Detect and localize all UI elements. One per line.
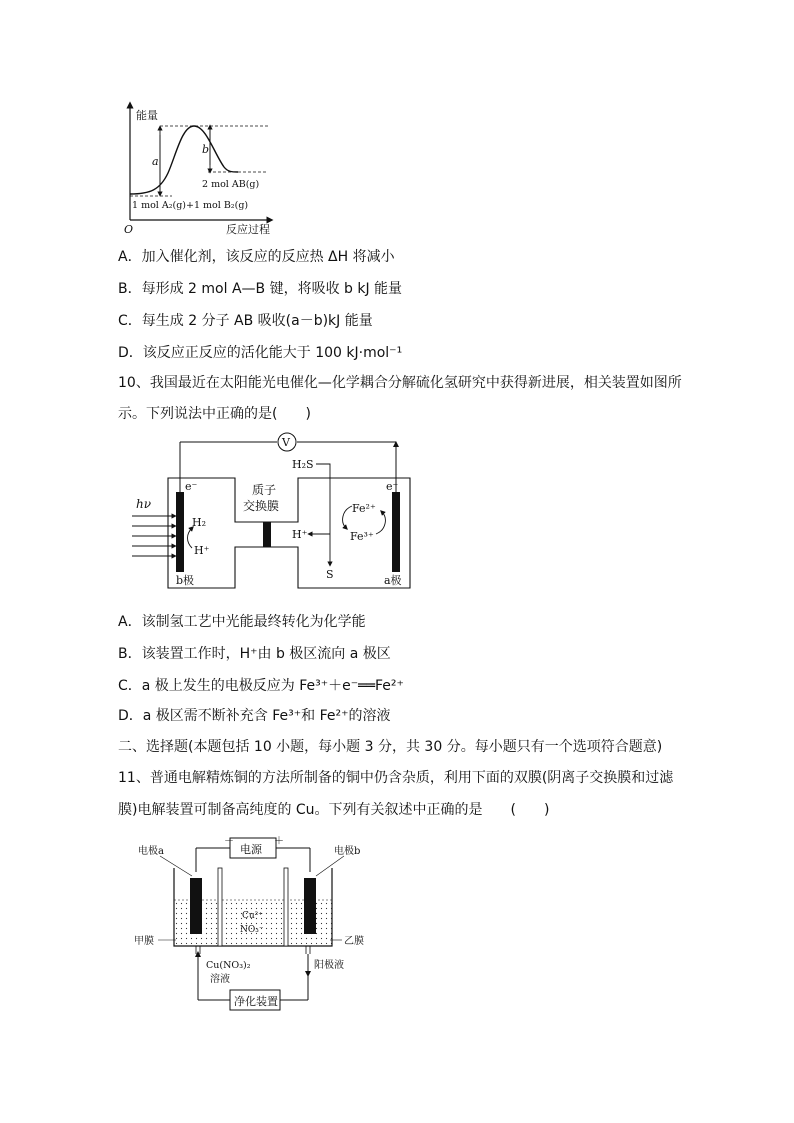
- a-electrode-label: a极: [384, 574, 402, 587]
- label-a: a: [152, 155, 159, 168]
- q9-option-d: D．该反应正反应的活化能大于 100 kJ·mol⁻¹: [118, 345, 403, 361]
- e-left: e⁻: [185, 480, 198, 493]
- b-electrode-label: b极: [176, 574, 195, 587]
- anolyte-label: 阳极液: [314, 960, 344, 971]
- membrane-label-1: 质子: [252, 483, 277, 497]
- plus-sign: ＋: [274, 836, 284, 847]
- x-axis-label: 反应过程: [226, 223, 270, 236]
- reactant-label: 1 mol A₂(g)+1 mol B₂(g): [132, 200, 249, 211]
- q9-option-a: A．加入催化剂，该反应的反应热 ΔH 将减小: [118, 249, 395, 265]
- e-right: e⁻: [386, 480, 399, 493]
- electrode-a-label: 电极a: [138, 846, 164, 857]
- q10-stem-line1: 10、我国最近在太阳能光电催化—化学耦合分解硫化氢研究中获得新进展，相关装置如图所: [118, 375, 682, 391]
- q10-option-d: D．a 极区需不断补充含 Fe³⁺和 Fe²⁺的溶液: [118, 708, 391, 724]
- a-electrode: [392, 492, 400, 572]
- fe3-label: Fe³⁺: [350, 530, 374, 543]
- q11-stem-line2: 膜)电解装置可制备高纯度的 Cu。下列有关叙述中正确的是 ( ): [118, 802, 550, 818]
- electrode-b: [304, 878, 316, 934]
- h-plus-left: H⁺: [194, 544, 210, 557]
- origin-label: O: [124, 223, 134, 236]
- electrode-a: [190, 878, 202, 934]
- energy-diagram: [110, 95, 280, 240]
- h2-label: H₂: [192, 516, 207, 529]
- photoelectrocatalysis-cell-diagram: [130, 430, 420, 592]
- q9-option-b: B．每形成 2 mol A—B 键，将吸收 b kJ 能量: [118, 281, 403, 297]
- minus-sign: －: [224, 836, 234, 847]
- h2s-label: H₂S: [292, 458, 314, 471]
- no3-label: NO₃⁻: [240, 925, 264, 935]
- membrane-yi-label: 乙膜: [344, 936, 364, 947]
- h-plus-right: H⁺: [292, 528, 308, 541]
- cuno3-label-1: Cu(NO₃)₂: [206, 960, 251, 971]
- q10-stem-line2: 示。下列说法中正确的是( ): [118, 406, 311, 422]
- electrolysis-cell-diagram: [130, 832, 380, 1022]
- b-electrode: [176, 492, 184, 572]
- q11-stem-line1: 11、普通电解精炼铜的方法所制备的铜中仍含杂质，利用下面的双膜(阴离子交换膜和过滤: [118, 770, 674, 786]
- membrane-jia: [218, 868, 222, 946]
- power-supply-label: 电源: [240, 843, 262, 856]
- product-label: 2 mol AB(g): [202, 179, 260, 190]
- cu2-label: Cu²⁺: [242, 911, 264, 921]
- cuno3-label-2: 溶液: [210, 974, 230, 985]
- s-label: S: [326, 568, 334, 581]
- q9-option-c: C．每生成 2 分子 AB 吸收(a－b)kJ 能量: [118, 313, 373, 329]
- light-label: hν: [136, 497, 152, 511]
- electrode-b-label: 电极b: [334, 846, 361, 857]
- membrane-jia-label: 甲膜: [134, 936, 154, 947]
- section-heading: 二、选择题(本题包括 10 小题，每小题 3 分，共 30 分。每小题只有一个选项符合题意): [118, 739, 663, 755]
- q10-option-b: B．该装置工作时，H⁺由 b 极区流向 a 极区: [118, 646, 391, 662]
- voltmeter-label: V: [282, 436, 290, 449]
- q10-option-a: A．该制氢工艺中光能最终转化为化学能: [118, 614, 366, 630]
- membrane-label-2: 交换膜: [243, 499, 280, 513]
- y-axis-label: 能量: [136, 109, 158, 122]
- proton-exchange-membrane: [263, 522, 271, 547]
- label-b: b: [202, 143, 210, 156]
- fe2-label: Fe²⁺: [352, 502, 376, 515]
- purification-label: 净化装置: [234, 995, 278, 1008]
- membrane-yi: [284, 868, 288, 946]
- q10-option-c: C．a 极上发生的电极反应为 Fe³⁺＋e⁻══Fe²⁺: [118, 678, 404, 694]
